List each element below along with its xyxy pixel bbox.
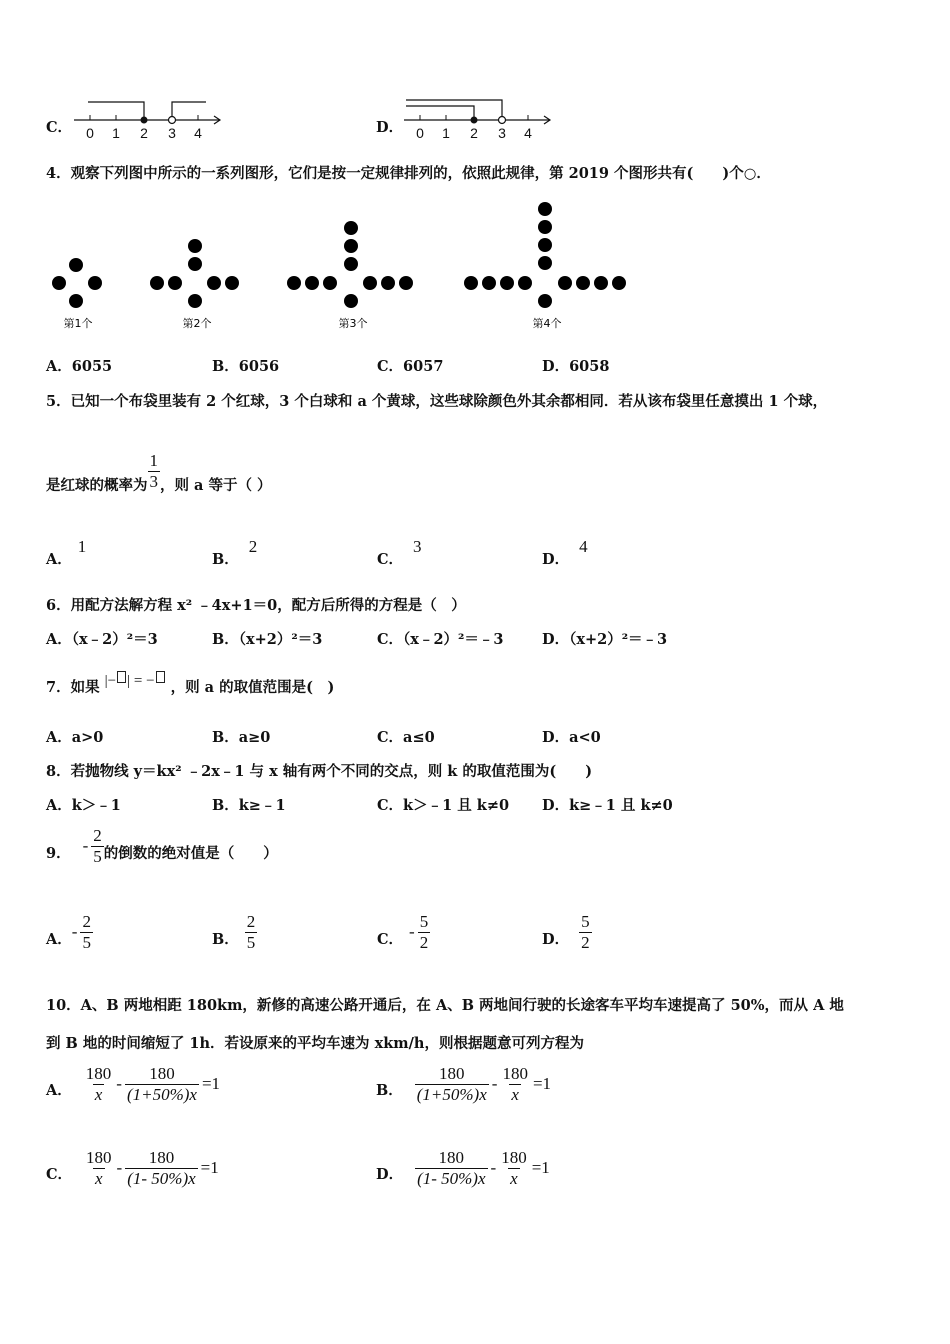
q9-option-b[interactable]: B． $\frac{2}{5}$ xyxy=(212,912,256,952)
q9-option-d[interactable]: D． $\frac{5}{2}$ xyxy=(542,912,590,952)
q3-option-c-number-line xyxy=(70,96,230,146)
q10-stem-line-1: 10．A、B 两地相距 180km，新修的高速公路开通后，在 A、B 两地间行驶的长途客车平均车速提高了 50%，而从 A 地 xyxy=(46,997,844,1014)
tick-label: 2 xyxy=(470,125,478,141)
q3-option-d-number-line xyxy=(400,96,560,146)
pattern-figure-4 xyxy=(464,202,626,308)
figure-label: 第1个 xyxy=(63,317,93,330)
q7-option-c[interactable]: C．a≤0 xyxy=(377,729,435,746)
figure-label: 第4个 xyxy=(532,317,562,330)
q8-stem: 8．若抛物线 y＝kx² ﹣2x﹣1 与 x 轴有两个不同的交点，则 k 的取值范围为( ) xyxy=(46,763,593,780)
tick-label: 1 xyxy=(442,125,450,141)
figure-label: 第3个 xyxy=(338,317,368,330)
q4-stem: 4．观察下列图中所示的一系列图形，它们是按一定规律排列的，依照此规律，第 2019 个图形共有( )个○． xyxy=(46,165,771,182)
q10-option-b[interactable]: B． $\frac{180}{(1+50\%)x}$ - $\frac{180}{x}$ =1 xyxy=(376,1064,552,1104)
q9-fraction: $\frac{2}{5}$ xyxy=(93,826,102,866)
q3-option-d-label: D． xyxy=(376,119,404,136)
q4-option-b[interactable]: B．6056 xyxy=(212,358,280,375)
q10-stem-line-2: 到 B 地的时间缩短了 1h．若设原来的平均车速为 xkm/h，则根据题意可列方程为 xyxy=(46,1035,584,1052)
q4-option-a[interactable]: A．6055 xyxy=(46,358,113,375)
abs-value-equation-image: |− | = − xyxy=(105,673,166,689)
q6-option-c[interactable]: C．（x﹣2）²＝﹣3 xyxy=(377,631,504,648)
q6-stem: 6．用配方法解方程 x² ﹣4x+1＝0，配方后所得的方程是（ ） xyxy=(46,597,466,614)
q5-option-d[interactable]: D．4 xyxy=(542,537,588,568)
probability-fraction: $\frac{1}{3}$ xyxy=(149,451,158,491)
q5-stem-line-2: 是红球的概率为 $\frac{1}{3}$ ，则 a 等于（ ） xyxy=(46,451,272,494)
pattern-figure-3 xyxy=(287,221,413,308)
q8-option-d[interactable]: D．k≥﹣1 且 k≠0 xyxy=(542,797,673,814)
q8-option-a[interactable]: A．k＞﹣1 xyxy=(46,797,121,814)
q8-option-b[interactable]: B．k≥﹣1 xyxy=(212,797,286,814)
tick-label: 2 xyxy=(140,125,148,141)
q5-option-c[interactable]: C．3 xyxy=(377,537,422,568)
q4-circle-pattern-figure xyxy=(40,196,640,336)
figure-label: 第2个 xyxy=(182,317,212,330)
q6-option-a[interactable]: A．（x﹣2）²＝3 xyxy=(46,631,158,648)
q5-option-b[interactable]: B．2 xyxy=(212,537,258,568)
q7-option-a[interactable]: A．a>0 xyxy=(46,729,104,746)
tick-label: 4 xyxy=(524,125,532,141)
pattern-figure-2 xyxy=(150,239,239,308)
q10-option-a[interactable]: A． $\frac{180}{x}$ - $\frac{180}{(1+50\%)x}$ =1 xyxy=(46,1064,221,1104)
q5-option-a[interactable]: A．1 xyxy=(46,537,87,568)
q5-stem: 5．已知一个布袋里装有 2 个红球，3 个白球和 a 个黄球，这些球除颜色外其余都相同．若从该布袋里任意摸出 1 个球， xyxy=(46,393,828,410)
tick-label: 0 xyxy=(86,125,94,141)
q7-stem: 7．如果 |− | = − ，则 a 的取值范围是( ) xyxy=(46,673,335,696)
q6-option-b[interactable]: B．（x+2）²＝3 xyxy=(212,631,323,648)
tick-label: 3 xyxy=(168,125,176,141)
tick-label: 3 xyxy=(498,125,506,141)
q8-option-c[interactable]: C．k＞﹣1 且 k≠0 xyxy=(377,797,510,814)
q7-option-d[interactable]: D．a<0 xyxy=(542,729,601,746)
tick-label: 1 xyxy=(112,125,120,141)
q9-option-a[interactable]: A． - $\frac{2}{5}$ xyxy=(46,912,91,952)
q7-option-b[interactable]: B．a≥0 xyxy=(212,729,271,746)
tick-label: 4 xyxy=(194,125,202,141)
q9-stem: 9． - $\frac{2}{5}$ 的倒数的绝对值是（ ） xyxy=(46,826,278,866)
q4-option-d[interactable]: D．6058 xyxy=(542,358,610,375)
q6-option-d[interactable]: D．（x+2）²＝﹣3 xyxy=(542,631,668,648)
q10-option-d[interactable]: D． $\frac{180}{(1- 50\%)x}$ - $\frac{180}{x}$ =1 xyxy=(376,1148,550,1188)
pattern-figure-1 xyxy=(52,258,102,308)
tick-label: 0 xyxy=(416,125,424,141)
q3-option-c-label: C． xyxy=(46,119,73,136)
q10-option-c[interactable]: C． $\frac{180}{x}$ - $\frac{180}{(1- 50\%)x}$ =1 xyxy=(46,1148,219,1188)
q4-option-c[interactable]: C．6057 xyxy=(377,358,444,375)
q9-option-c[interactable]: C． - $\frac{5}{2}$ xyxy=(377,912,429,952)
